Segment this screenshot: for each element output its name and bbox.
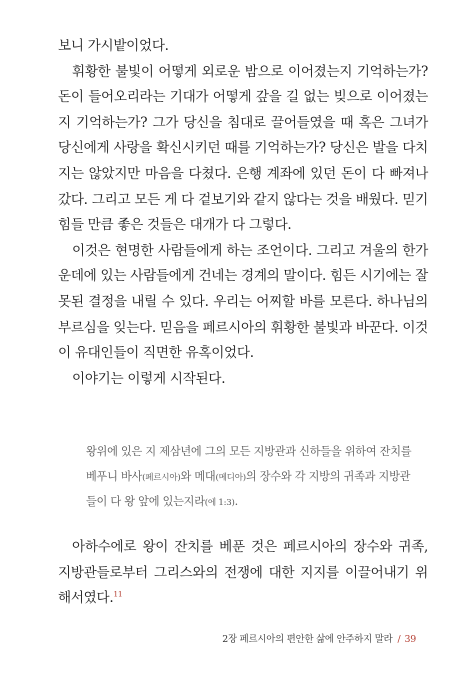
quote-text: 와 메대 xyxy=(180,469,216,483)
footer-separator: / xyxy=(397,634,401,645)
page-number: 39 xyxy=(404,634,416,645)
scripture-quote xyxy=(86,440,416,516)
quote-line-1: 왕위에 있은 지 제삼년에 그의 모든 지방관과 신하들을 위하여 잔치를 xyxy=(86,445,412,458)
quote-line-2 xyxy=(86,465,416,491)
scripture-reference: (에 1:3) xyxy=(204,498,235,509)
paragraph-advice: 이것은 현명한 사람들에게 하는 조언이다. 그리고 겨울의 한가운데에 있는 사람들에게 건네는 경계의 말이다. 힘든 시기에는 잘못된 결정을 내릴 수 있다. 우리는 어찌할 바를 모른다. 하나님의 부르심을 잊는다. 믿음을 페르시아의 휘황한 불빛과 바꾼다. 이것이 유대인들이 직면한 유혹이었다. xyxy=(58,242,428,362)
running-footer xyxy=(222,631,416,645)
quote-gloss-media: (메디아) xyxy=(215,472,246,483)
quote-line-3 xyxy=(86,490,416,516)
explanation-text: 아하수에로 왕이 잔치를 베푼 것은 페르시아의 장수와 귀족, 지방관들로부터 그리스와의 전쟁에 대한 지지를 이끌어내기 위해서였다. xyxy=(58,539,428,607)
footnote-marker[interactable]: 11 xyxy=(113,589,123,599)
quote-text: 들이 다 왕 앞에 있는지라 xyxy=(86,495,205,509)
paragraph-story-begins: 이야기는 이렇게 시작된다. xyxy=(72,370,226,387)
quote-text: 의 장수와 각 지방의 귀족과 지방관 xyxy=(245,469,411,483)
main-text-block xyxy=(58,34,428,392)
explanation-block xyxy=(58,535,428,612)
paragraph-memories: 휘황한 불빛이 어떻게 외로운 밤으로 이어졌는지 기억하는가? 돈이 들어오리라는 기대가 어떻게 갚을 길 없는 빚으로 이어졌는지 기억하는가? 그가 당신을 침대로 끌어들였을 때 혹은 그녀가 당신에게 사랑을 확신시키던 때를 기억하는가? 당신은 발을 다치지는 않았지만 마음을 다쳤다. 은행 계좌에 있던 돈이 다 빠져나갔다. 그리고 모든 게 다 겉보기와 같지 않다는 것을 배웠다. 믿기 힘들 만큼 좋은 것들은 대개가 다 그렇다. xyxy=(58,63,428,234)
paragraph-explanation xyxy=(58,535,428,612)
paragraph-continuation: 보니 가시밭이었다. xyxy=(58,38,169,54)
quote-gloss-persia: (페르시아) xyxy=(142,472,181,483)
quote-text: 베푸니 바사 xyxy=(86,469,143,483)
quote-period: . xyxy=(234,495,238,509)
chapter-title: 2장 페르시아의 편안한 삶에 안주하지 말라 xyxy=(222,634,393,645)
